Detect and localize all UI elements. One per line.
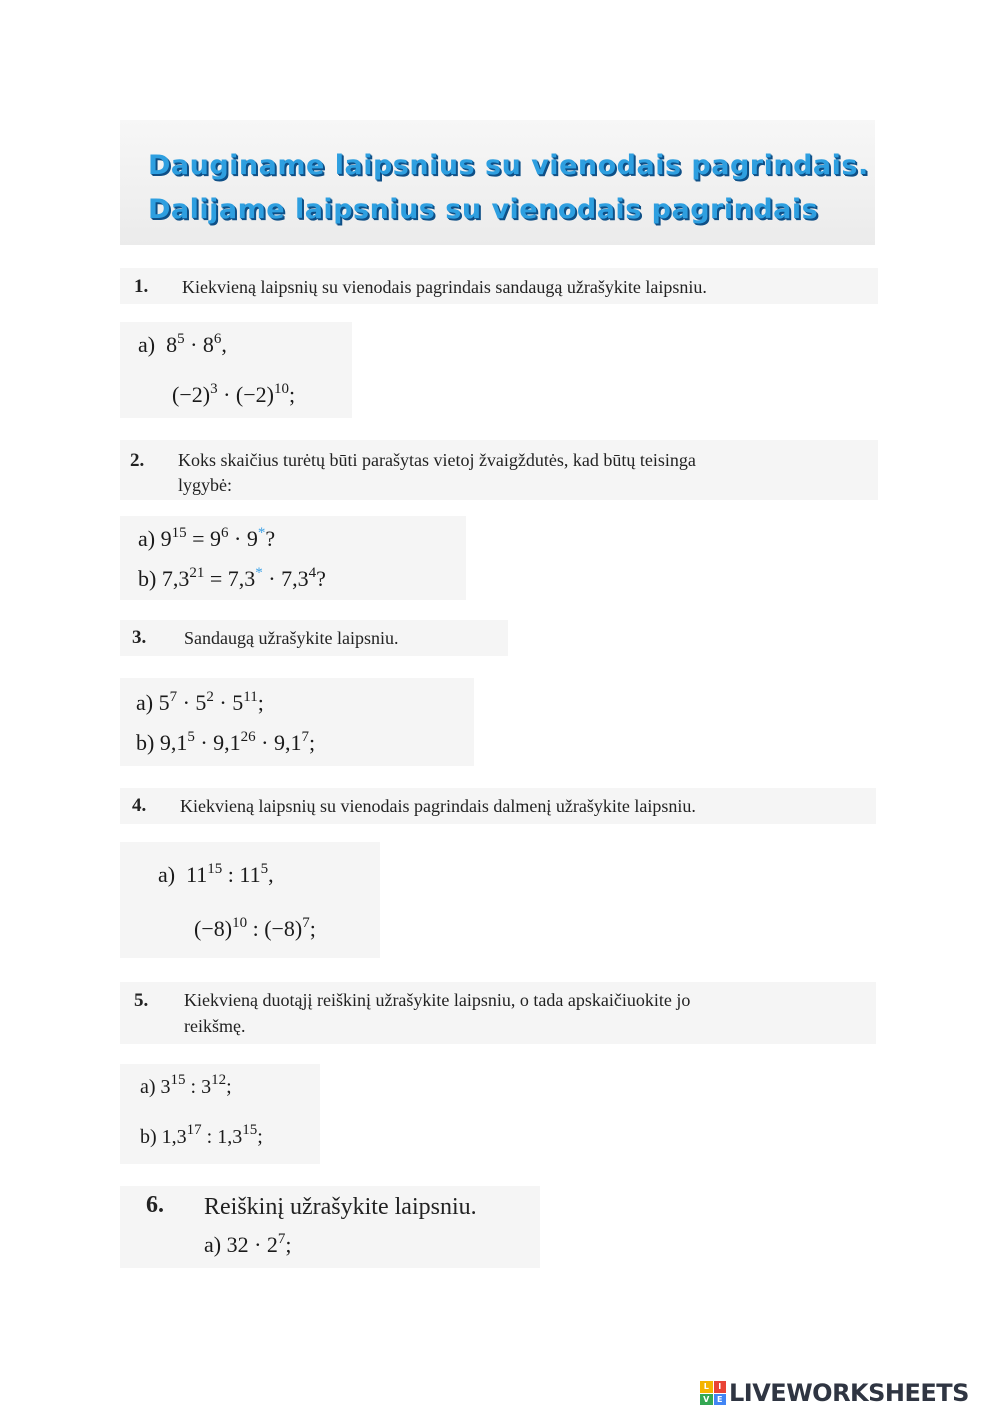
title-line-1: Dauginame laipsnius su vienodais pagrindais. xyxy=(148,150,869,181)
expression-1a: a) $8^5 \cdot 8^6$, xyxy=(138,331,227,357)
task-4-header xyxy=(120,788,876,824)
expression-5a: a) $3^{15}$ : $3^{12}$; xyxy=(140,1072,232,1098)
task-instruction: Reiškinį užrašykite laipsniu. xyxy=(204,1194,477,1220)
logo-text: LIVEWORKSHEETS xyxy=(729,1379,969,1407)
task-6-block xyxy=(120,1186,540,1268)
task-1-expressions xyxy=(120,322,352,418)
task-3-expressions xyxy=(120,678,474,766)
expression-3a: a) $5^7 \cdot 5^2 \cdot 5^{11}$; xyxy=(136,689,264,715)
expression-2b: b) $7,3^{21} = 7,3^* \cdot 7,3^4$? xyxy=(138,565,326,591)
expression-1b: $(-2)^3 \cdot (-2)^{10}$; xyxy=(172,381,296,407)
title-line-2: Dalijame laipsnius su vienodais pagrindais xyxy=(148,194,819,225)
expression-5b: b) $1,3^{17}$ : $1,3^{15}$; xyxy=(140,1122,263,1148)
task-number: 6. xyxy=(146,1192,164,1218)
liveworksheets-logo[interactable] xyxy=(700,1380,969,1406)
task-number: 4. xyxy=(132,795,147,816)
task-2-header xyxy=(120,440,878,500)
task-5-expressions xyxy=(120,1064,320,1164)
task-instruction: Kiekvieną laipsnių su vienodais pagrindais dalmenį užrašykite laipsniu. xyxy=(180,796,696,816)
expression-4a: a) $11^{15}$ : $11^5$, xyxy=(158,861,274,887)
task-number: 2. xyxy=(130,450,145,471)
task-instruction: Kiekvieną laipsnių su vienodais pagrindais sandaugą užrašykite laipsniu. xyxy=(182,277,707,297)
task-4-expressions xyxy=(120,842,380,958)
task-instruction-line-1: Kiekvieną duotąjį reiškinį užrašykite laipsniu, o tada apskaičiuokite jo xyxy=(184,990,691,1010)
expression-4b: $(-8)^{10}$ : $(-8)^7$; xyxy=(194,915,316,941)
task-number: 3. xyxy=(132,627,147,648)
expression-2a: a) $9^{15} = 9^6 \cdot 9^*$? xyxy=(138,525,276,551)
expression-3b: b) $9,1^5 \cdot 9,1^{26} \cdot 9,1^7$; xyxy=(136,729,316,755)
task-instruction-line-2: lygybė: xyxy=(178,475,232,495)
task-number: 5. xyxy=(134,990,149,1011)
task-instruction-line-1: Koks skaičius turėtų būti parašytas vietoj žvaigždutės, kad būtų teisinga xyxy=(178,450,696,470)
task-3-header xyxy=(120,620,508,656)
task-2-expressions xyxy=(120,516,466,600)
task-instruction-line-2: reikšmę. xyxy=(184,1016,246,1036)
expression-6a: a) $32 \cdot 2^7$; xyxy=(204,1231,292,1257)
task-instruction: Sandaugą užrašykite laipsniu. xyxy=(184,628,399,648)
title-banner xyxy=(120,120,875,248)
task-1-header xyxy=(120,268,878,304)
logo-squares-icon: L I V E xyxy=(700,1381,726,1405)
task-number: 1. xyxy=(134,276,149,297)
task-5-header xyxy=(120,982,876,1044)
